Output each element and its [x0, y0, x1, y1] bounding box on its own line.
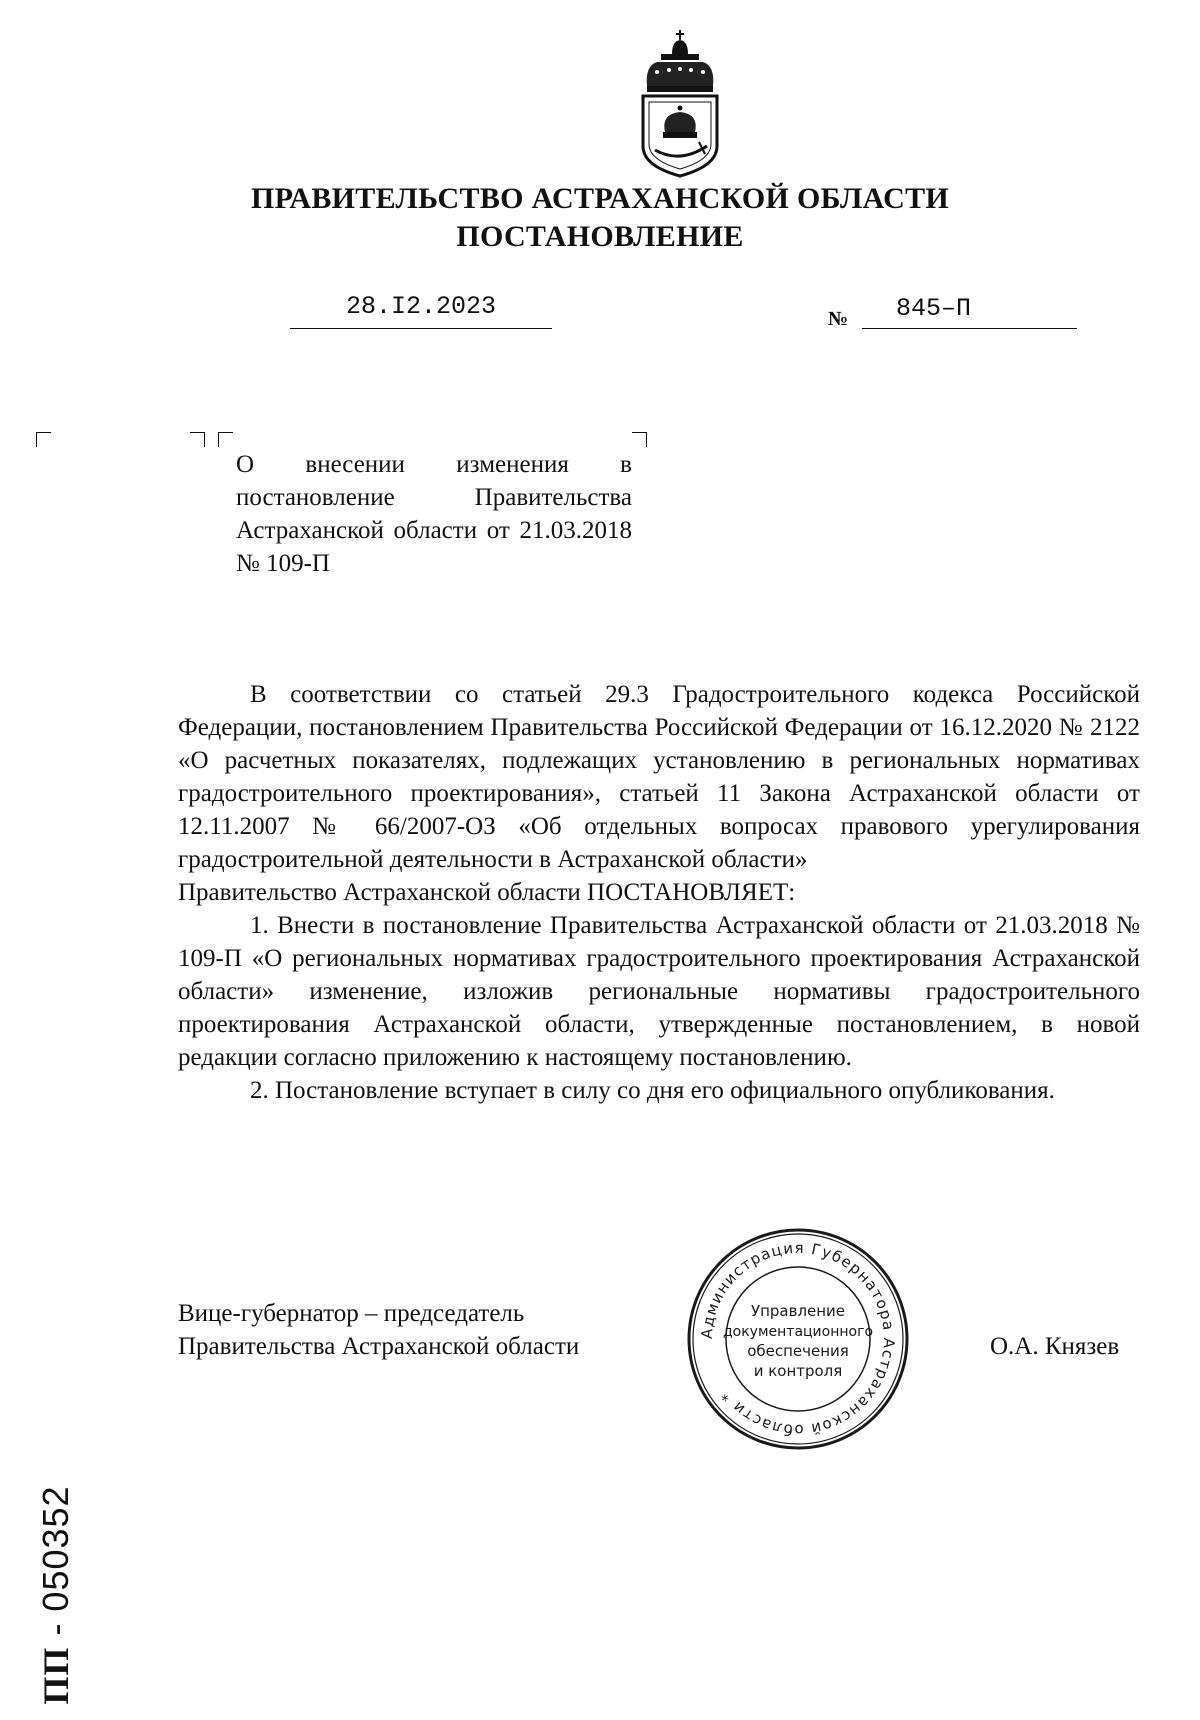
number-underline [862, 328, 1077, 329]
item-1-paragraph: 1. Внести в постановление Правительства Астраханской области от 21.03.2018 № 109-П «О региональных нормативах градостроительного проектирования Астраханской области» изменение, изложив региональные нормативы градостроительного проектирования Астраханской области, утвержденные постановлением, в новой редакции согласно приложению к настоящему постановлению. [178, 912, 1140, 1071]
document-subject: О внесении изменения в постановление Правительства Астраханской области от 21.03.2018 № 109-П [236, 451, 632, 577]
margin-corner-mark [190, 432, 205, 447]
astrakhan-coat-of-arms-icon [635, 28, 725, 178]
document-date: 28.I2.2023 [345, 292, 497, 321]
position-line-2: Правительства Астраханской области [178, 1333, 580, 1360]
subject-corner-mark [218, 432, 233, 447]
serial-number [35, 1485, 77, 1704]
signatory-position [178, 1297, 579, 1363]
document-type-title: ПОСТАНОВЛЕНИЕ [456, 220, 744, 253]
subject-corner-mark [632, 432, 647, 447]
document-number: 845–П [896, 294, 972, 323]
date-underline [290, 328, 552, 329]
signatory-name: О.А. Князев [990, 1333, 1120, 1360]
resolves-paragraph: Правительство Астраханской области ПОСТАНОВЛЯЕТ: [178, 879, 796, 906]
government-title: ПРАВИТЕЛЬСТВО АСТРАХАНСКОЙ ОБЛАСТИ [250, 182, 950, 215]
serial-prefix: ПП [36, 1646, 76, 1705]
stamp-center-line-4: и контроля [753, 1362, 843, 1380]
stamp-center-line-3: обеспечения [747, 1342, 849, 1360]
stamp-center-line-2: документационного [722, 1324, 874, 1340]
stamp-outer-text: Администрация Губернатора Астраханской области * [697, 1238, 899, 1440]
number-sign: № [828, 308, 849, 330]
serial-digits: 050352 [35, 1485, 76, 1612]
official-stamp [686, 1227, 910, 1451]
item-2-paragraph: 2. Постановление вступает в силу со дня его официального опубликования. [250, 1077, 1055, 1104]
preamble-paragraph: В соответствии со статьей 29.3 Градостроительного кодекса Российской Федерации, постановлением Правительства Российской Федерации от 16.12.2020 № 2122 «О расчетных показателях, подлежащих установлению в региональных нормативах градостроительного проектирования», статьей 11 Закона Астраханской области от 12.11.2007 № 66/2007-ОЗ «Об отдельных вопросах правового урегулирования градостроительной деятельности в Астраханской области» [178, 681, 1140, 873]
stamp-center-line-1: Управление [750, 1302, 846, 1320]
document-body [178, 678, 1140, 1107]
serial-separator: - [35, 1611, 76, 1647]
position-line-1: Вице-губернатор – председатель [178, 1300, 525, 1327]
margin-corner-mark [36, 432, 51, 447]
